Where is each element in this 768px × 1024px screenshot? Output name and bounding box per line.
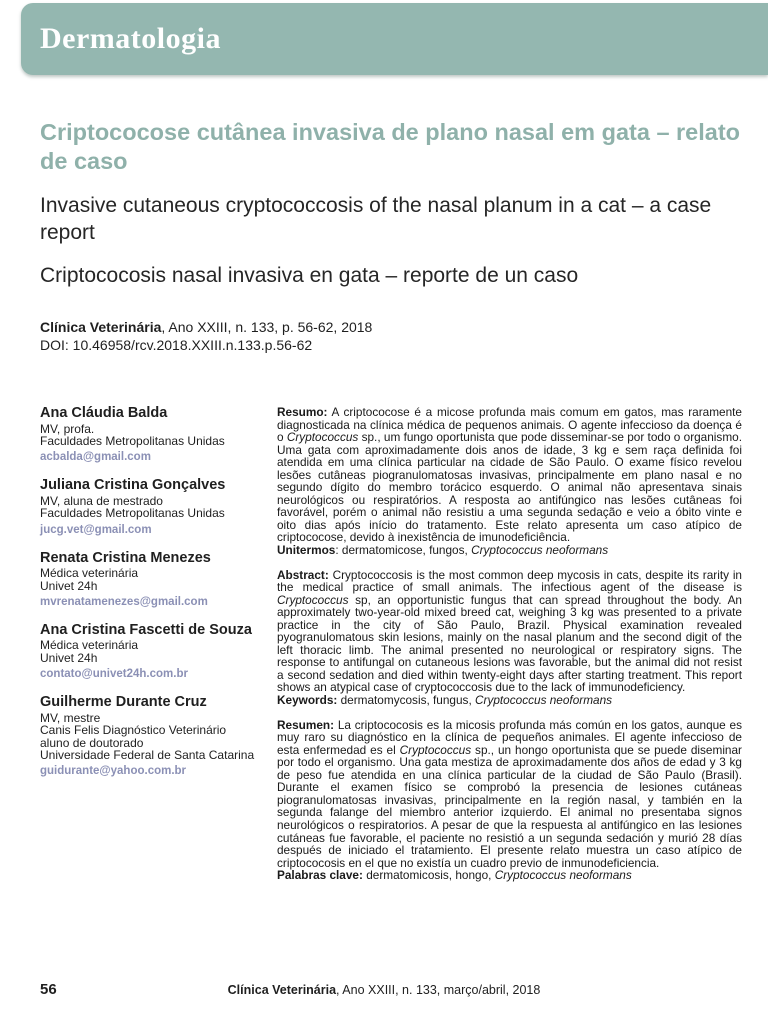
author-block (40, 406, 277, 465)
citation-line (40, 318, 742, 336)
author-name: Ana Cláudia Balda (40, 405, 168, 421)
author-affiliation: Canis Felis Diagnóstico Veterinário (40, 723, 227, 738)
author-affiliation: Faculdades Metropolitanas Unidas (40, 506, 225, 521)
abstract-pt-body: Resumo: A criptococose é a micose profunda mais comum em gatos, mas raramente diagnosticada na clínica médica de pequenos animais. O agente infeccioso da doença é o Cryptococcus sp., um fungo oportunista que pode disseminar-se por todo o organismo. Uma gata com aproximadamente dois anos de idade, 3 kg e sem raça definida foi atendida em uma clínica particular na cidade de São Paulo. O exame físico revelou lesões cutâneas piogranulomatosas invasivas, principalmente em plano nasal e no segundo dígito do membro torácico esquerdo. O animal não apresentava sinais neurológicos ou respiratórios. A resposta ao antifúngico nas lesões cutâneas foi favorável, porém o animal não resistiu a uma segunda sedação e veio a óbito vinte e oito dias após início do tratamento. Este relato apresenta um caso atípico de criptococose, devido à inexistência de imunodeficiência. (277, 405, 742, 545)
abstract-en (277, 569, 742, 707)
author-role: aluno de doutorado (40, 735, 144, 750)
footer-journal: Clínica Veterinária (227, 983, 337, 997)
author-email-link[interactable]: jucg.vet@gmail.com (40, 523, 152, 536)
abstract-es-keywords: Palabras clave: dermatomicosis, hongo, Cryptococcus neoformans (277, 868, 632, 883)
abstract-pt (277, 406, 742, 557)
author-name: Ana Cristina Fascetti de Souza (40, 621, 252, 638)
abstract-es (277, 719, 742, 882)
footer-running-title (0, 983, 768, 997)
author-role: MV, profa. (40, 421, 95, 436)
author-email-link[interactable]: mvrenatamenezes@gmail.com (40, 595, 208, 608)
author-role: Médica veterinária (40, 638, 139, 653)
abstract-es-body: Resumen: La criptococosis es la micosis profunda más común en los gatos, aunque es muy raro su diagnóstico en la clínica de pequeños animales. El agente infeccioso de esta enfermedad es el Cryptococcus sp., un hongo oportunista que se puede diseminar por todo el organismo. Una gata mestiza de aproximadamente dos años de edad y 3 kg de peso fue atendida en una clínica particular de la ciudad de São Paulo (Brasil). Durante el examen físico se comprobó la presencia de lesiones cutáneas piogranulomatosas invasivas, principalmente en la región nasal, y también en la segunda falange del miembro anterior izquierdo. El animal no presentaba signos neurológicos o respiratorios. A pesar de que la respuesta al antifúngico en las lesiones cutáneas fue favorable, el paciente no resistió a un segunda sedación y murió 28 días después de iniciado el tratamiento. El presente relato muestra un caso atípico de criptococosis en el que no existía un cuadro previo de inmunodeficiencia. (277, 717, 742, 870)
author-block (40, 551, 277, 610)
author-name: Guilherme Durante Cruz (40, 694, 207, 711)
author-affiliation: Faculdades Metropolitanas Unidas (40, 433, 225, 448)
abstracts-column (277, 406, 742, 894)
author-email-link[interactable]: contato@univet24h.com.br (40, 668, 188, 681)
author-block (40, 478, 277, 537)
article-title-en: Invasive cutaneous cryptococcosis of the nasal planum in a cat – a case report (40, 194, 712, 244)
author-block (40, 695, 277, 779)
author-block (40, 623, 277, 682)
abstract-en-body: Abstract: Cryptococcosis is the most common deep mycosis in cats, despite its rarity in the medical practice of small animals. The infectious agent of the disease is Cryptococcus sp, an opportunistic fungus that can spread throughout the body. An approximately two-year-old mixed breed cat, weighing 3 kg was presented to a private practice in the city of São Paulo, Brazil. Physical examination revealed pyogranulomatous skin lesions, mainly on the nasal planum and the second digit of the left thoracic limb. The animal presented no neurological or respiratory signs. The response to antifungal on cutaneous lesions was favorable, but the animal did not resist a second sedation and died within twenty-eight days after starting treatment. This report shows an atypical case of cryptococcosis due to the lack of immunodeficiency. (277, 567, 742, 695)
author-role: Médica veterinária (40, 566, 139, 581)
citation (40, 318, 742, 354)
section-banner-label: Dermatologia (40, 22, 221, 55)
author-affiliation: Universidade Federal de Santa Catarina (40, 747, 255, 762)
article-title-pt: Criptococose cutânea invasiva de plano nasal em gata – relato de caso (40, 119, 741, 174)
page-number: 56 (40, 981, 57, 998)
author-affiliation: Univet 24h (40, 650, 98, 665)
authors-column (40, 406, 277, 894)
citation-doi: DOI: 10.46958/rcv.2018.XXIII.n.133.p.56-62 (40, 337, 313, 353)
section-banner (21, 3, 768, 75)
author-email-link[interactable]: acbalda@gmail.com (40, 451, 151, 464)
author-role: MV, aluna de mestrado (40, 493, 163, 508)
article-columns (40, 406, 742, 894)
author-affiliation: Univet 24h (40, 578, 98, 593)
author-name: Juliana Cristina Gonçalves (40, 477, 226, 494)
author-email-link[interactable]: guidurante@yahoo.com.br (40, 765, 187, 778)
citation-journal: Clínica Veterinária (40, 319, 162, 335)
citation-issue: , Ano XXIII, n. 133, p. 56-62, 2018 (161, 319, 373, 335)
author-role: MV, mestre (40, 710, 101, 725)
article-title-es: Criptococosis nasal invasiva en gata – reporte de un caso (40, 264, 579, 287)
abstract-pt-keywords: Unitermos: dermatomicose, fungos, Cryptococcus neoformans (277, 543, 609, 558)
abstract-en-keywords: Keywords: dermatomycosis, fungus, Cryptococcus neoformans (277, 693, 613, 708)
author-name: Renata Cristina Menezes (40, 549, 211, 566)
footer-issue: , Ano XXIII, n. 133, março/abril, 2018 (336, 983, 541, 997)
